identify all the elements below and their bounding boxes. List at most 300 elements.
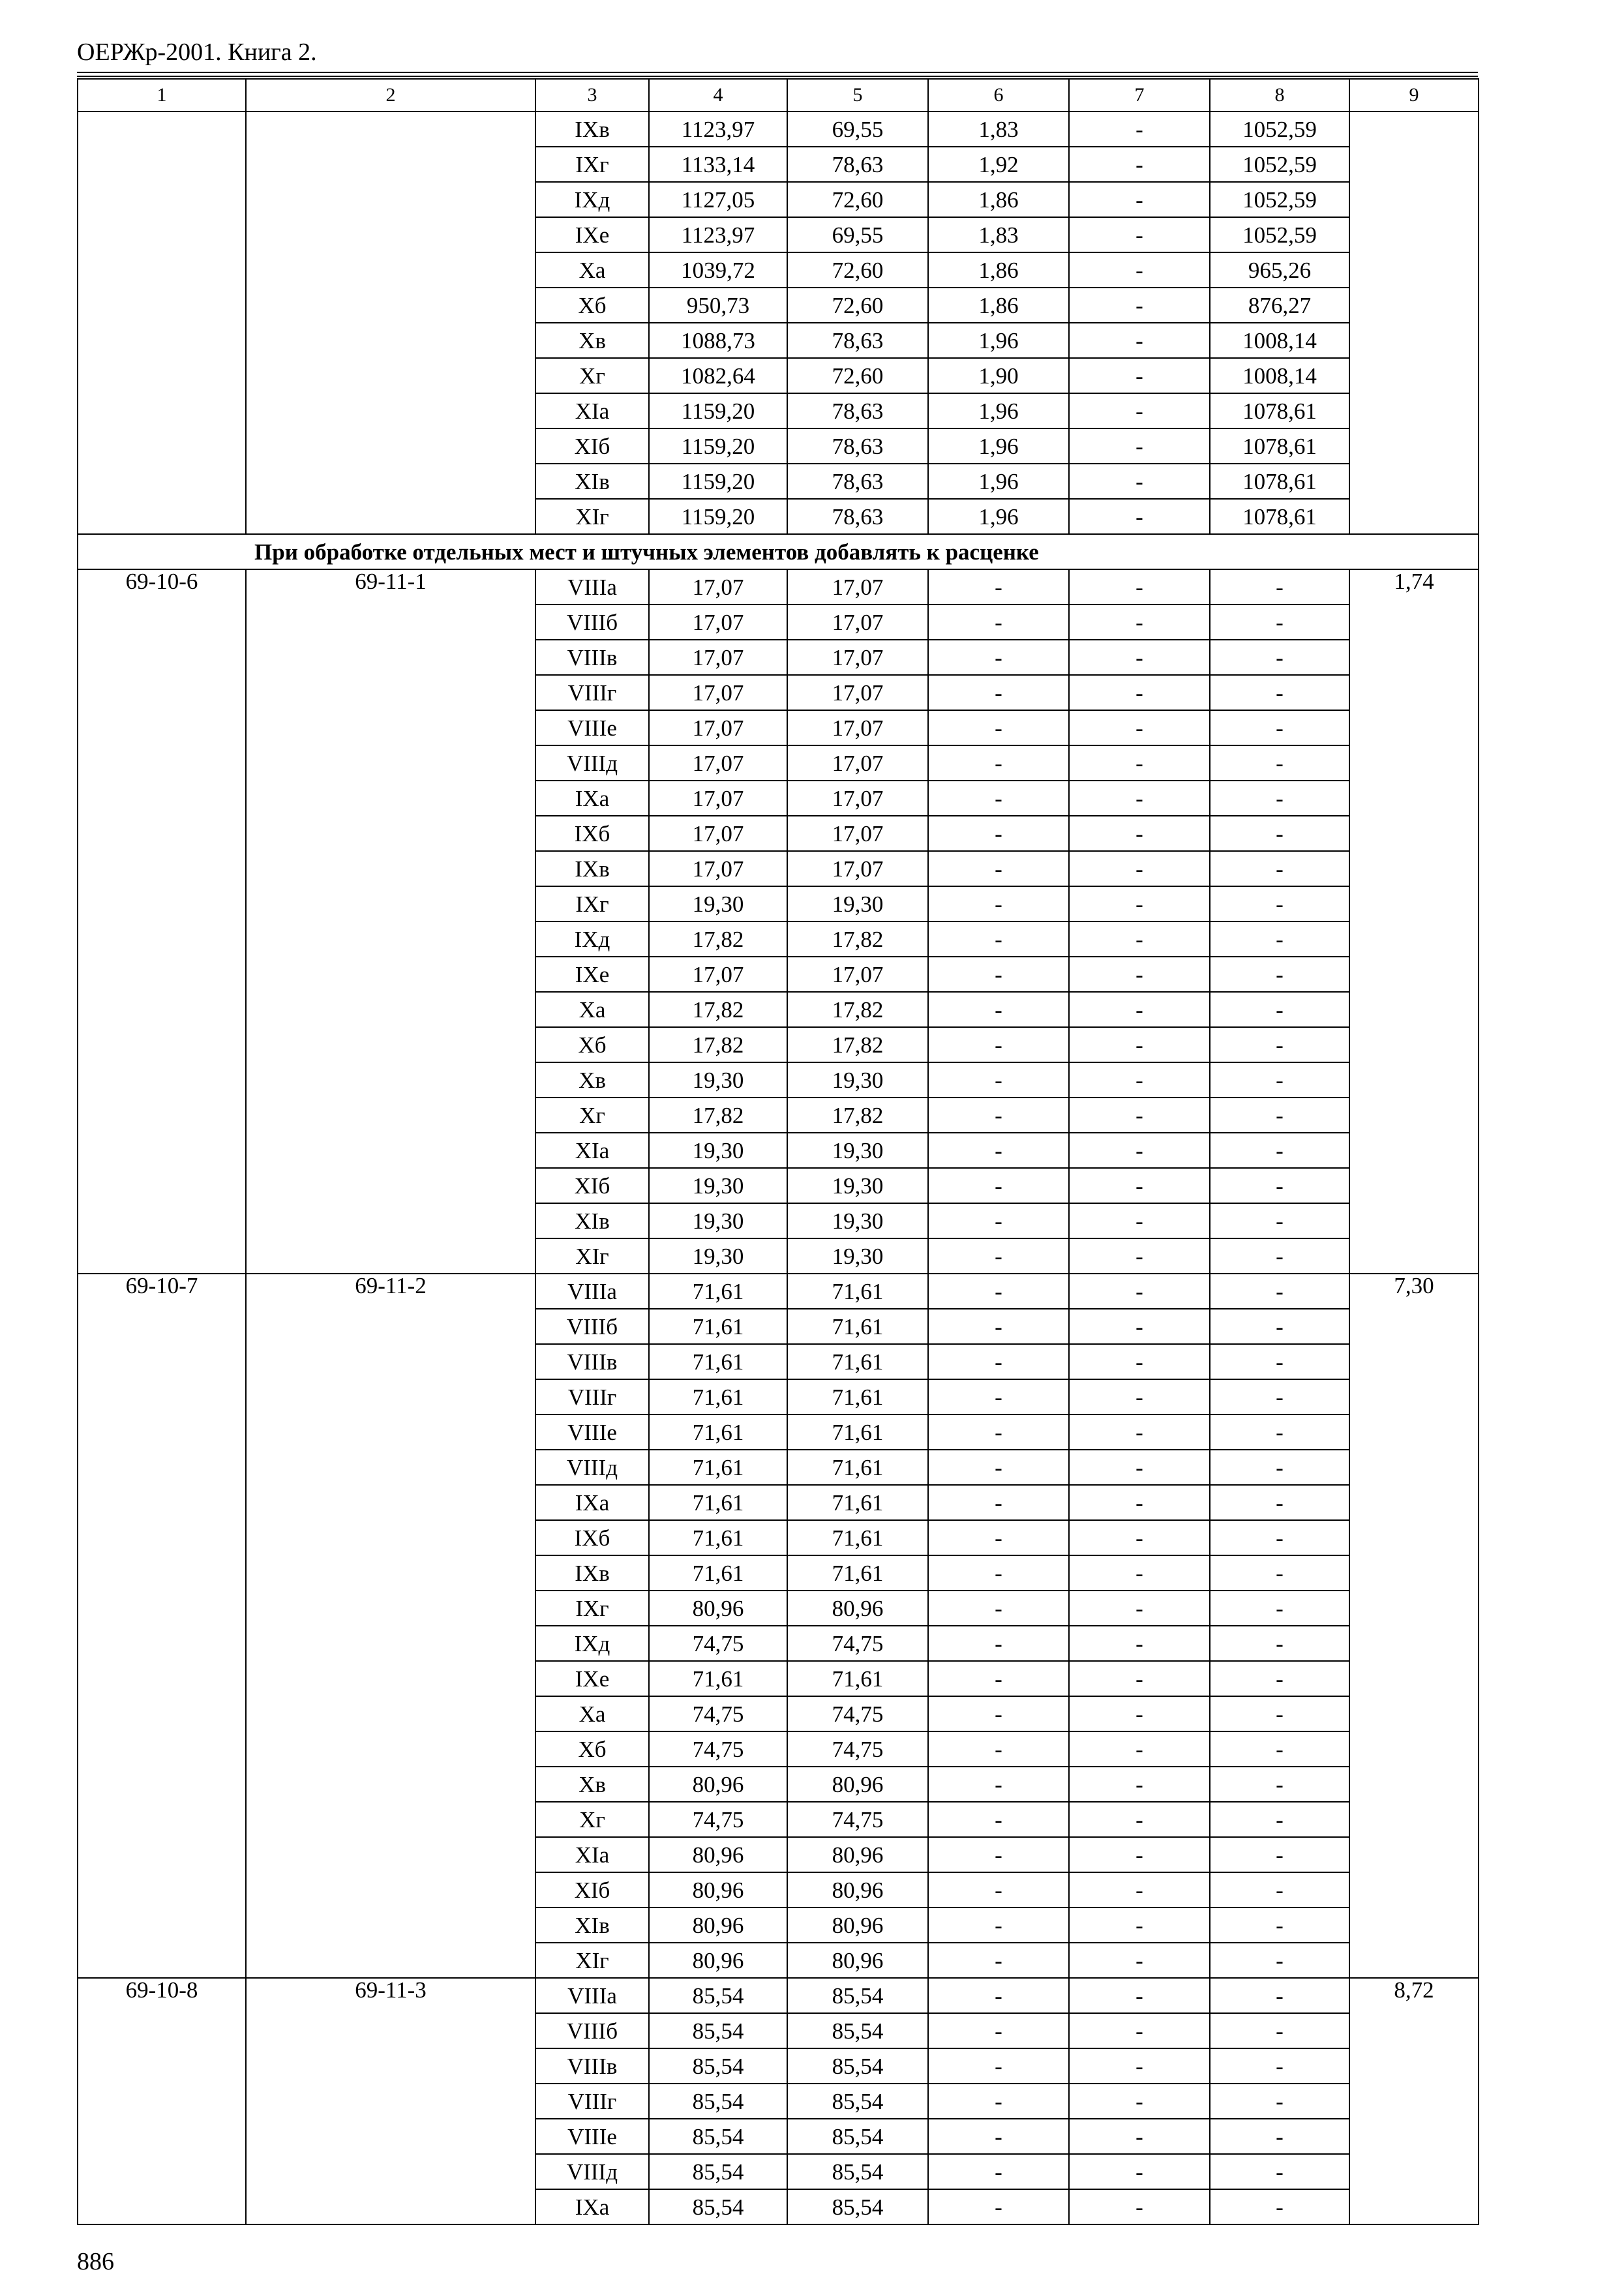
driver-wage: - — [1069, 499, 1210, 534]
direct-cost: 85,54 — [649, 1978, 787, 2013]
driver-wage: - — [1069, 1062, 1210, 1098]
machine-cost: - — [928, 1133, 1069, 1168]
driver-wage: - — [1069, 2048, 1210, 2084]
labor-cost: 72,60 — [787, 288, 928, 323]
labor-cost: 85,54 — [787, 2013, 928, 2048]
machine-cost: - — [928, 1978, 1069, 2013]
material-cost: - — [1210, 1520, 1349, 1555]
machine-cost: - — [928, 1309, 1069, 1344]
labor-cost: 17,07 — [787, 710, 928, 745]
driver-wage: - — [1069, 252, 1210, 288]
category: IXа — [535, 781, 649, 816]
machine-cost: - — [928, 1274, 1069, 1309]
category: IXв — [535, 1555, 649, 1591]
machine-cost: - — [928, 1626, 1069, 1661]
material-cost: - — [1210, 1203, 1349, 1238]
labor-cost: 74,75 — [787, 1731, 928, 1767]
driver-wage: - — [1069, 428, 1210, 464]
driver-wage: - — [1069, 1837, 1210, 1872]
material-cost: - — [1210, 2084, 1349, 2119]
direct-cost: 1159,20 — [649, 393, 787, 428]
rates-table — [77, 78, 1479, 2225]
table-row — [78, 1978, 1479, 2013]
direct-cost: 17,07 — [649, 816, 787, 851]
direct-cost: 17,82 — [649, 1098, 787, 1133]
material-cost: - — [1210, 1626, 1349, 1661]
material-cost: 1078,61 — [1210, 393, 1349, 428]
direct-cost: 19,30 — [649, 1203, 787, 1238]
machine-cost: - — [928, 781, 1069, 816]
machine-cost: 1,83 — [928, 112, 1069, 147]
labor-cost: 80,96 — [787, 1767, 928, 1802]
material-cost: - — [1210, 1591, 1349, 1626]
driver-wage: - — [1069, 1872, 1210, 1908]
labor-cost: 78,63 — [787, 464, 928, 499]
material-cost: 1052,59 — [1210, 112, 1349, 147]
driver-wage: - — [1069, 781, 1210, 816]
material-cost: - — [1210, 1344, 1349, 1379]
direct-cost: 17,07 — [649, 640, 787, 675]
driver-wage: - — [1069, 1520, 1210, 1555]
labor-cost: 78,63 — [787, 323, 928, 358]
rate-code: 69-10-7 — [78, 1274, 246, 1978]
category: VIIIе — [535, 710, 649, 745]
category: VIIIе — [535, 1414, 649, 1450]
material-cost: 1052,59 — [1210, 217, 1349, 252]
labor-cost: 17,82 — [787, 1098, 928, 1133]
material-cost: - — [1210, 1414, 1349, 1450]
material-cost: - — [1210, 675, 1349, 710]
labor-cost: 74,75 — [787, 1802, 928, 1837]
driver-wage: - — [1069, 1943, 1210, 1978]
driver-wage: - — [1069, 1203, 1210, 1238]
direct-cost: 17,82 — [649, 992, 787, 1027]
section-note: При обработке отдельных мест и штучных элементов добавлять к расценке — [78, 534, 1479, 569]
driver-wage: - — [1069, 1238, 1210, 1274]
labor-cost: 85,54 — [787, 2154, 928, 2189]
labor-cost: 80,96 — [787, 1591, 928, 1626]
labor-cost: 19,30 — [787, 1062, 928, 1098]
category: VIIIг — [535, 675, 649, 710]
material-cost: 1078,61 — [1210, 499, 1349, 534]
labor-cost: 71,61 — [787, 1485, 928, 1520]
machine-cost: 1,96 — [928, 323, 1069, 358]
direct-cost: 950,73 — [649, 288, 787, 323]
category: IXб — [535, 816, 649, 851]
labor-cost: 19,30 — [787, 886, 928, 921]
direct-cost: 1127,05 — [649, 182, 787, 217]
machine-cost: - — [928, 1943, 1069, 1978]
labor-cost: 72,60 — [787, 358, 928, 393]
labor-cost: 71,61 — [787, 1555, 928, 1591]
labor-cost: 19,30 — [787, 1133, 928, 1168]
driver-wage: - — [1069, 992, 1210, 1027]
direct-cost: 1159,20 — [649, 464, 787, 499]
machine-cost: - — [928, 1168, 1069, 1203]
direct-cost: 71,61 — [649, 1414, 787, 1450]
category: VIIIб — [535, 2013, 649, 2048]
machine-cost: - — [928, 1591, 1069, 1626]
material-cost: - — [1210, 1168, 1349, 1203]
machine-cost: 1,92 — [928, 147, 1069, 182]
direct-cost: 19,30 — [649, 1238, 787, 1274]
direct-cost: 17,07 — [649, 851, 787, 886]
material-cost: - — [1210, 1696, 1349, 1731]
material-cost: - — [1210, 1943, 1349, 1978]
direct-cost: 71,61 — [649, 1485, 787, 1520]
labor-cost: 17,07 — [787, 816, 928, 851]
labor-cost: 78,63 — [787, 428, 928, 464]
labor-cost: 71,61 — [787, 1414, 928, 1450]
category: Xг — [535, 1098, 649, 1133]
material-cost: - — [1210, 640, 1349, 675]
material-cost: 876,27 — [1210, 288, 1349, 323]
driver-wage: - — [1069, 2119, 1210, 2154]
rates-table-body — [78, 79, 1479, 2224]
category: Xг — [535, 1802, 649, 1837]
material-cost: - — [1210, 1767, 1349, 1802]
direct-cost: 71,61 — [649, 1520, 787, 1555]
direct-cost: 80,96 — [649, 1908, 787, 1943]
rate-code: 69-10-6 — [78, 569, 246, 1274]
driver-wage: - — [1069, 1344, 1210, 1379]
material-cost: - — [1210, 2119, 1349, 2154]
driver-wage: - — [1069, 675, 1210, 710]
direct-cost: 85,54 — [649, 2084, 787, 2119]
direct-cost: 74,75 — [649, 1696, 787, 1731]
machine-cost: - — [928, 1450, 1069, 1485]
direct-cost: 19,30 — [649, 886, 787, 921]
machine-cost: - — [928, 957, 1069, 992]
machine-cost: - — [928, 1027, 1069, 1062]
direct-cost: 17,07 — [649, 710, 787, 745]
labor-cost: 71,61 — [787, 1344, 928, 1379]
labor-cost: 85,54 — [787, 1978, 928, 2013]
labor-cost: 71,61 — [787, 1450, 928, 1485]
direct-cost: 71,61 — [649, 1661, 787, 1696]
labor-cost: 71,61 — [787, 1661, 928, 1696]
material-cost: - — [1210, 1872, 1349, 1908]
category: XIг — [535, 1238, 649, 1274]
labor-cost: 74,75 — [787, 1696, 928, 1731]
direct-cost: 19,30 — [649, 1062, 787, 1098]
category: VIIIд — [535, 1450, 649, 1485]
category: XIв — [535, 464, 649, 499]
machine-cost: - — [928, 1520, 1069, 1555]
labor-cost: 71,61 — [787, 1274, 928, 1309]
material-cost: - — [1210, 2048, 1349, 2084]
column-number: 4 — [649, 79, 787, 112]
column-number: 5 — [787, 79, 928, 112]
labor-cost: 74,75 — [787, 1626, 928, 1661]
category: IXа — [535, 2189, 649, 2224]
labor-hours: 7,30 — [1349, 1274, 1479, 1978]
material-cost: - — [1210, 2013, 1349, 2048]
driver-wage: - — [1069, 147, 1210, 182]
direct-cost: 1159,20 — [649, 428, 787, 464]
machine-cost: 1,86 — [928, 288, 1069, 323]
direct-cost: 85,54 — [649, 2154, 787, 2189]
machine-cost: - — [928, 569, 1069, 605]
direct-cost: 17,82 — [649, 921, 787, 957]
machine-cost: - — [928, 1696, 1069, 1731]
machine-cost: - — [928, 1872, 1069, 1908]
material-cost: - — [1210, 710, 1349, 745]
material-cost: - — [1210, 1837, 1349, 1872]
labor-cost: 78,63 — [787, 499, 928, 534]
driver-wage: - — [1069, 1767, 1210, 1802]
material-cost: - — [1210, 745, 1349, 781]
driver-wage: - — [1069, 886, 1210, 921]
category: Xб — [535, 1027, 649, 1062]
direct-cost: 17,07 — [649, 605, 787, 640]
direct-cost: 17,82 — [649, 1027, 787, 1062]
material-cost: 965,26 — [1210, 252, 1349, 288]
material-cost: - — [1210, 569, 1349, 605]
labor-cost: 71,61 — [787, 1309, 928, 1344]
material-cost: - — [1210, 957, 1349, 992]
driver-wage: - — [1069, 1696, 1210, 1731]
driver-wage: - — [1069, 710, 1210, 745]
header-rule-double — [77, 76, 1478, 77]
machine-cost: - — [928, 2084, 1069, 2119]
material-cost: - — [1210, 1802, 1349, 1837]
labor-cost: 71,61 — [787, 1379, 928, 1414]
machine-cost: - — [928, 1802, 1069, 1837]
category: XIа — [535, 393, 649, 428]
category: Xв — [535, 1767, 649, 1802]
driver-wage: - — [1069, 1098, 1210, 1133]
material-cost: - — [1210, 1978, 1349, 2013]
machine-cost: - — [928, 851, 1069, 886]
direct-cost: 85,54 — [649, 2013, 787, 2048]
column-number-row — [78, 79, 1479, 112]
category: VIIIб — [535, 1309, 649, 1344]
labor-cost: 71,61 — [787, 1520, 928, 1555]
material-cost: 1008,14 — [1210, 323, 1349, 358]
driver-wage: - — [1069, 2154, 1210, 2189]
material-cost: - — [1210, 1908, 1349, 1943]
rate-code: 69-10-8 — [78, 1978, 246, 2224]
driver-wage: - — [1069, 1661, 1210, 1696]
category: IXв — [535, 112, 649, 147]
labor-cost: 17,07 — [787, 605, 928, 640]
table-row — [78, 1274, 1479, 1309]
driver-wage: - — [1069, 2084, 1210, 2119]
driver-wage: - — [1069, 1731, 1210, 1767]
machine-cost: 1,96 — [928, 499, 1069, 534]
category: IXб — [535, 1520, 649, 1555]
driver-wage: - — [1069, 182, 1210, 217]
category: XIб — [535, 428, 649, 464]
machine-cost: - — [928, 710, 1069, 745]
category: Xа — [535, 1696, 649, 1731]
labor-cost: 17,07 — [787, 569, 928, 605]
driver-wage: - — [1069, 957, 1210, 992]
labor-cost: 85,54 — [787, 2119, 928, 2154]
labor-cost: 80,96 — [787, 1908, 928, 1943]
direct-cost: 71,61 — [649, 1274, 787, 1309]
material-cost: - — [1210, 1485, 1349, 1520]
labor-cost: 80,96 — [787, 1943, 928, 1978]
category: VIIIд — [535, 2154, 649, 2189]
category: VIIIд — [535, 745, 649, 781]
machine-cost: - — [928, 2013, 1069, 2048]
material-cost: - — [1210, 921, 1349, 957]
category: IXа — [535, 1485, 649, 1520]
direct-cost: 17,07 — [649, 569, 787, 605]
labor-cost: 85,54 — [787, 2189, 928, 2224]
labor-cost: 17,07 — [787, 781, 928, 816]
material-cost: - — [1210, 1098, 1349, 1133]
direct-cost: 74,75 — [649, 1731, 787, 1767]
driver-wage: - — [1069, 1450, 1210, 1485]
labor-cost: 72,60 — [787, 182, 928, 217]
material-cost: - — [1210, 886, 1349, 921]
driver-wage: - — [1069, 217, 1210, 252]
driver-wage: - — [1069, 1555, 1210, 1591]
direct-cost: 85,54 — [649, 2048, 787, 2084]
column-number: 1 — [78, 79, 246, 112]
category: VIIIа — [535, 1274, 649, 1309]
machine-cost: - — [928, 675, 1069, 710]
direct-cost: 1088,73 — [649, 323, 787, 358]
direct-cost: 71,61 — [649, 1309, 787, 1344]
category: VIIIг — [535, 1379, 649, 1414]
category: XIа — [535, 1133, 649, 1168]
machine-cost: 1,86 — [928, 252, 1069, 288]
driver-wage: - — [1069, 1591, 1210, 1626]
machine-cost: - — [928, 1731, 1069, 1767]
driver-wage: - — [1069, 1274, 1210, 1309]
category: Xв — [535, 1062, 649, 1098]
category: VIIIа — [535, 1978, 649, 2013]
base-rate-code: 69-11-3 — [246, 1978, 535, 2224]
direct-cost: 74,75 — [649, 1802, 787, 1837]
machine-cost: - — [928, 1414, 1069, 1450]
machine-cost: 1,83 — [928, 217, 1069, 252]
machine-cost: - — [928, 1344, 1069, 1379]
driver-wage: - — [1069, 1309, 1210, 1344]
machine-cost: - — [928, 1062, 1069, 1098]
labor-cost: 19,30 — [787, 1203, 928, 1238]
machine-cost: - — [928, 745, 1069, 781]
category: VIIIв — [535, 2048, 649, 2084]
driver-wage: - — [1069, 1027, 1210, 1062]
column-number: 3 — [535, 79, 649, 112]
driver-wage: - — [1069, 2013, 1210, 2048]
driver-wage: - — [1069, 1414, 1210, 1450]
material-cost: 1052,59 — [1210, 147, 1349, 182]
labor-cost: 19,30 — [787, 1238, 928, 1274]
category: IXг — [535, 147, 649, 182]
category: Xа — [535, 252, 649, 288]
driver-wage: - — [1069, 1133, 1210, 1168]
machine-cost: - — [928, 2189, 1069, 2224]
rate-code — [78, 112, 246, 534]
labor-cost: 78,63 — [787, 147, 928, 182]
material-cost: - — [1210, 1731, 1349, 1767]
category: XIб — [535, 1168, 649, 1203]
category: Xг — [535, 358, 649, 393]
machine-cost: - — [928, 605, 1069, 640]
labor-cost: 19,30 — [787, 1168, 928, 1203]
machine-cost: 1,96 — [928, 428, 1069, 464]
direct-cost: 1123,97 — [649, 112, 787, 147]
machine-cost: 1,90 — [928, 358, 1069, 393]
direct-cost: 19,30 — [649, 1133, 787, 1168]
driver-wage: - — [1069, 1379, 1210, 1414]
machine-cost: - — [928, 2048, 1069, 2084]
driver-wage: - — [1069, 640, 1210, 675]
machine-cost: - — [928, 1837, 1069, 1872]
material-cost: 1078,61 — [1210, 428, 1349, 464]
labor-cost: 17,82 — [787, 921, 928, 957]
material-cost: - — [1210, 1133, 1349, 1168]
category: VIIIе — [535, 2119, 649, 2154]
material-cost: - — [1210, 2189, 1349, 2224]
driver-wage: - — [1069, 1485, 1210, 1520]
machine-cost: - — [928, 1555, 1069, 1591]
machine-cost: - — [928, 1661, 1069, 1696]
labor-cost: 17,07 — [787, 640, 928, 675]
direct-cost: 1039,72 — [649, 252, 787, 288]
direct-cost: 80,96 — [649, 1872, 787, 1908]
category: Xв — [535, 323, 649, 358]
direct-cost: 71,61 — [649, 1344, 787, 1379]
column-number: 2 — [246, 79, 535, 112]
machine-cost: 1,86 — [928, 182, 1069, 217]
category: IXе — [535, 217, 649, 252]
material-cost: - — [1210, 1555, 1349, 1591]
direct-cost: 71,61 — [649, 1450, 787, 1485]
direct-cost: 80,96 — [649, 1767, 787, 1802]
category: IXе — [535, 1661, 649, 1696]
category: XIг — [535, 499, 649, 534]
direct-cost: 80,96 — [649, 1943, 787, 1978]
machine-cost: - — [928, 1098, 1069, 1133]
direct-cost: 19,30 — [649, 1168, 787, 1203]
category: XIв — [535, 1203, 649, 1238]
labor-cost: 17,07 — [787, 675, 928, 710]
driver-wage: - — [1069, 605, 1210, 640]
machine-cost: - — [928, 1238, 1069, 1274]
labor-hours — [1349, 112, 1479, 534]
machine-cost: - — [928, 1908, 1069, 1943]
machine-cost: - — [928, 1379, 1069, 1414]
machine-cost: - — [928, 2154, 1069, 2189]
table-row — [78, 112, 1479, 147]
labor-hours: 8,72 — [1349, 1978, 1479, 2224]
material-cost: - — [1210, 605, 1349, 640]
category: Xа — [535, 992, 649, 1027]
machine-cost: - — [928, 1203, 1069, 1238]
section-note-row — [78, 534, 1479, 569]
labor-cost: 17,07 — [787, 851, 928, 886]
category: VIIIа — [535, 569, 649, 605]
category: IXд — [535, 182, 649, 217]
driver-wage: - — [1069, 1626, 1210, 1661]
material-cost: - — [1210, 1238, 1349, 1274]
direct-cost: 1082,64 — [649, 358, 787, 393]
page-number: 886 — [77, 2248, 114, 2275]
header-rule — [77, 72, 1478, 73]
base-rate-code: 69-11-2 — [246, 1274, 535, 1978]
category: IXг — [535, 1591, 649, 1626]
driver-wage: - — [1069, 323, 1210, 358]
column-number: 9 — [1349, 79, 1479, 112]
category: VIIIб — [535, 605, 649, 640]
